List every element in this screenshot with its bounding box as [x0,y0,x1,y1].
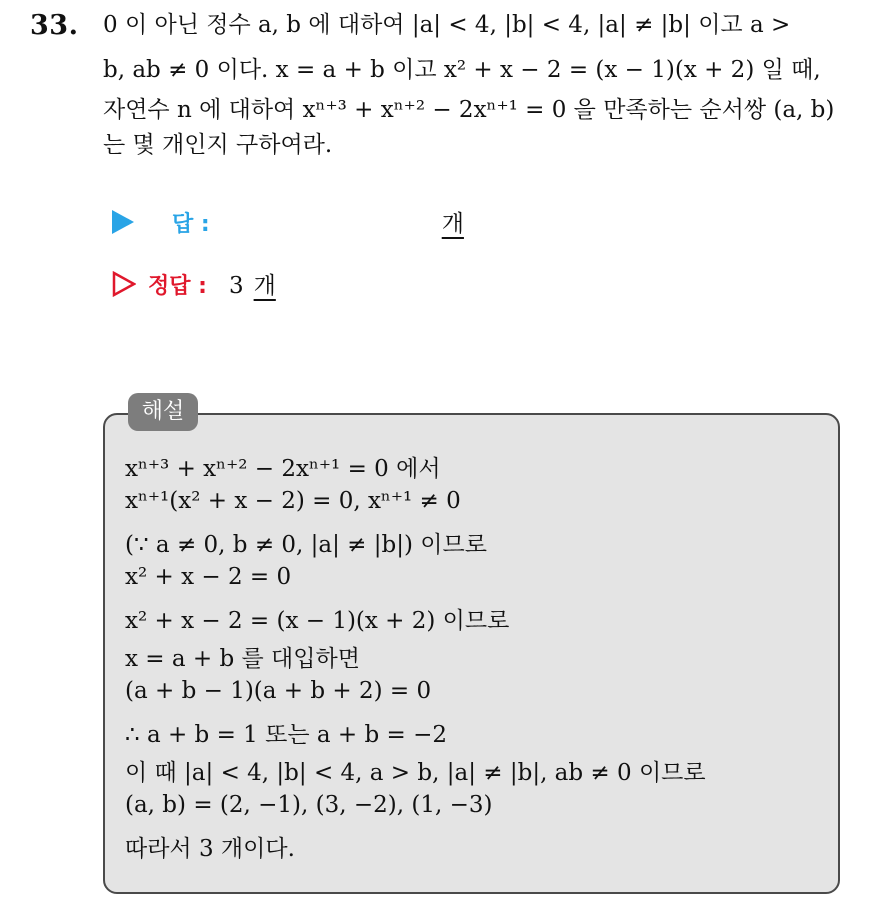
correct-answer-row [112,267,276,300]
solution-line: xⁿ⁺¹(x² + x − 2) = 0, xⁿ⁺¹ ≠ 0 [125,488,461,514]
answer-label: 답 : [172,212,210,237]
question-line: 0 이 아닌 정수 a, b 에 대하여 |a| < 4, |b| < 4, |a| ≠ |b| 이고 a > [103,12,791,38]
solution-line: ∴ a + b = 1 또는 a + b = −2 [125,722,447,748]
question-number: 33. [30,10,79,41]
solution-line: 이 때 |a| < 4, |b| < 4, a > b, |a| ≠ |b|, ab ≠ 0 이므로 [125,760,706,786]
question-line: b, ab ≠ 0 이다. x = a + b 이고 x² + x − 2 = (x − 1)(x + 2) 일 때, [103,57,821,83]
solution-tab: 해설 [128,393,198,431]
solution-line: (∵ a ≠ 0, b ≠ 0, |a| ≠ |b|) 이므로 [125,532,487,558]
answer-row [112,205,464,238]
correct-answer-value: 3 [228,273,244,299]
answer-unit: 개 [441,211,464,237]
correct-answer-label: 정답 : [148,274,207,299]
question-line: 자연수 n 에 대하여 xⁿ⁺³ + xⁿ⁺² − 2xⁿ⁺¹ = 0 을 만족하는 순서쌍 (a, b) [103,97,835,123]
solution-line: 따라서 3 개이다. [125,836,295,862]
question-line: 는 몇 개인지 구하여라. [103,132,333,158]
solution-line: x² + x − 2 = 0 [125,564,292,590]
solution-line: x = a + b 를 대입하면 [125,646,360,672]
play-outline-icon [112,271,136,297]
correct-answer-unit: 개 [253,273,276,299]
solution-line: x² + x − 2 = (x − 1)(x + 2) 이므로 [125,608,510,634]
play-triangle-icon [112,210,134,234]
solution-line: (a, b) = (2, −1), (3, −2), (1, −3) [125,792,493,818]
solution-line: (a + b − 1)(a + b + 2) = 0 [125,678,432,704]
solution-line: xⁿ⁺³ + xⁿ⁺² − 2xⁿ⁺¹ = 0 에서 [125,456,441,482]
